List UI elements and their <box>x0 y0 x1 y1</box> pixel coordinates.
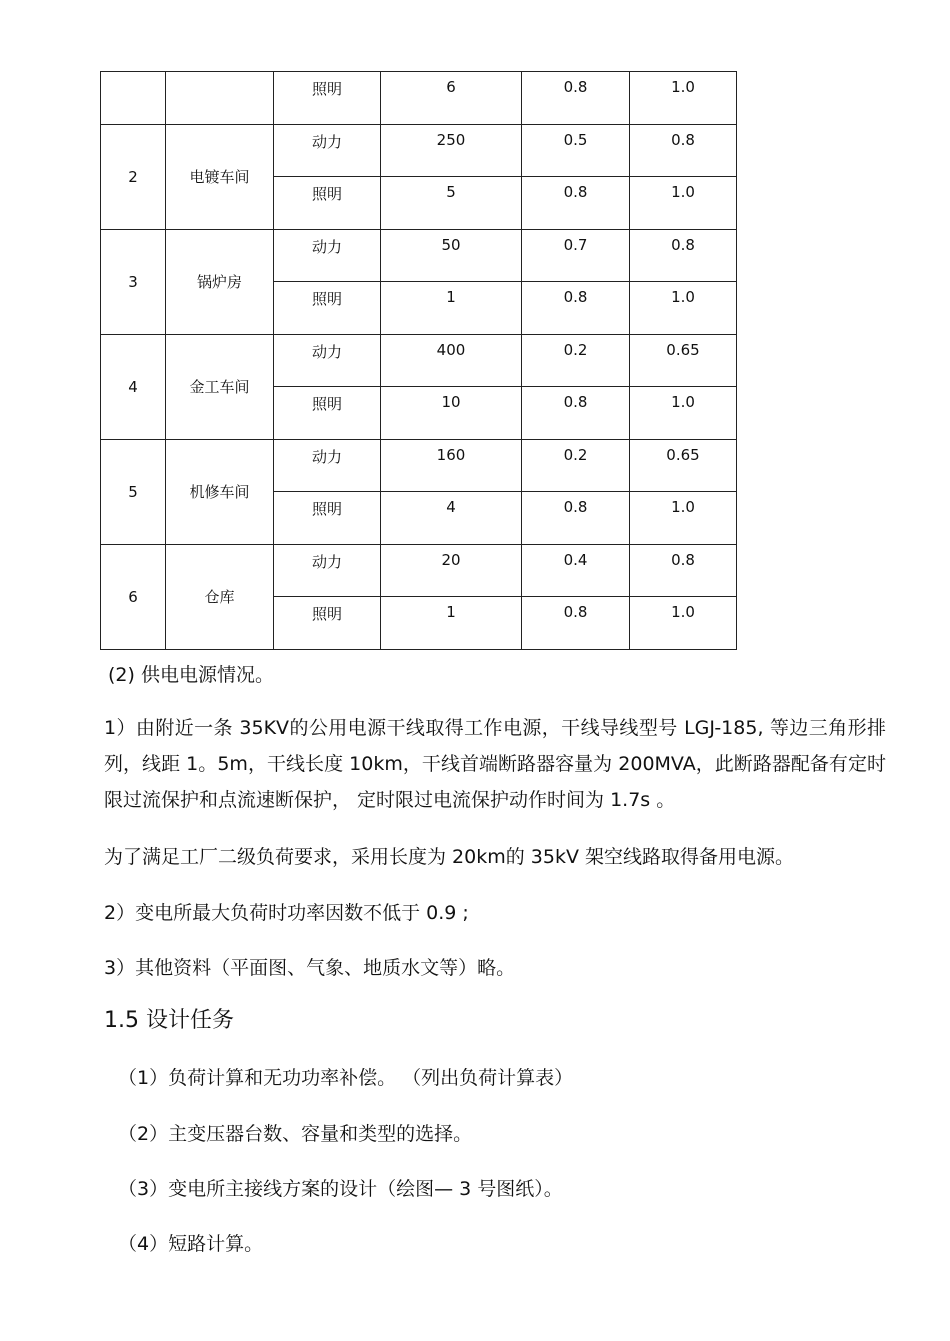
table-row <box>101 229 737 282</box>
cell-demand-coefficient: 0.8 <box>522 387 630 440</box>
cell-load-type: 动力 <box>274 334 381 387</box>
cell-load-type: 动力 <box>274 124 381 177</box>
cell-load-type: 照明 <box>274 387 381 440</box>
table-body <box>101 72 737 650</box>
table-row <box>101 544 737 597</box>
cell-load-type: 动力 <box>274 439 381 492</box>
cell-workshop-name: 金工车间 <box>166 334 274 439</box>
cell-power-factor: 1.0 <box>630 597 737 650</box>
cell-installed-capacity: 50 <box>381 229 522 282</box>
cell-workshop-number: 3 <box>101 229 166 334</box>
cell-power-factor: 1.0 <box>630 387 737 440</box>
cell-workshop-name: 锅炉房 <box>166 229 274 334</box>
cell-demand-coefficient: 0.8 <box>522 282 630 335</box>
task-item: （2）主变压器台数、容量和类型的选择。 <box>118 1123 473 1145</box>
cell-power-factor: 0.65 <box>630 334 737 387</box>
cell-workshop-number: 4 <box>101 334 166 439</box>
section-heading: 1.5 设计任务 <box>104 1008 234 1033</box>
cell-installed-capacity: 4 <box>381 492 522 545</box>
load-table <box>100 71 737 650</box>
cell-load-type: 照明 <box>274 597 381 650</box>
cell-workshop-name: 仓库 <box>166 544 274 649</box>
cell-workshop-name: 电镀车间 <box>166 124 274 229</box>
cell-load-type: 照明 <box>274 72 381 125</box>
cell-installed-capacity: 250 <box>381 124 522 177</box>
cell-installed-capacity: 160 <box>381 439 522 492</box>
cell-load-type: 照明 <box>274 177 381 230</box>
cell-power-factor: 0.65 <box>630 439 737 492</box>
cell-workshop-number: 2 <box>101 124 166 229</box>
cell-installed-capacity: 1 <box>381 597 522 650</box>
supply-paragraph-2: 为了满足工厂二级负荷要求，采用长度为 20km的 35kV 架空线路取得备用电源。 <box>104 846 794 868</box>
supply-paragraph-3: 2）变电所最大负荷时功率因数不低于 0.9 ; <box>104 902 469 924</box>
cell-power-factor: 1.0 <box>630 282 737 335</box>
table-row <box>101 124 737 177</box>
cell-workshop-name <box>166 72 274 125</box>
cell-installed-capacity: 1 <box>381 282 522 335</box>
table-row <box>101 72 737 125</box>
task-item: （3）变电所主接线方案的设计（绘图— 3 号图纸）。 <box>118 1178 563 1200</box>
cell-demand-coefficient: 0.7 <box>522 229 630 282</box>
cell-installed-capacity: 6 <box>381 72 522 125</box>
cell-power-factor: 1.0 <box>630 72 737 125</box>
cell-load-type: 动力 <box>274 544 381 597</box>
task-item: （4）短路计算。 <box>118 1233 264 1255</box>
supply-paragraph-4: 3）其他资料（平面图、气象、地质水文等）略。 <box>104 957 516 979</box>
cell-power-factor: 0.8 <box>630 229 737 282</box>
supply-heading: (2) 供电电源情况。 <box>108 664 274 686</box>
table-row <box>101 334 737 387</box>
cell-installed-capacity: 10 <box>381 387 522 440</box>
cell-installed-capacity: 400 <box>381 334 522 387</box>
cell-demand-coefficient: 0.2 <box>522 439 630 492</box>
cell-load-type: 动力 <box>274 229 381 282</box>
cell-power-factor: 0.8 <box>630 544 737 597</box>
cell-load-type: 照明 <box>274 282 381 335</box>
cell-power-factor: 1.0 <box>630 492 737 545</box>
cell-demand-coefficient: 0.2 <box>522 334 630 387</box>
cell-demand-coefficient: 0.8 <box>522 72 630 125</box>
cell-installed-capacity: 20 <box>381 544 522 597</box>
supply-paragraph-1: 1）由附近一条 35KV的公用电源干线取得工作电源，干线导线型号 LGJ-185, 等边三角形排列，线距 1。5m，干线长度 10km，干线首端断路器容量为 200MVA，此断路器配备有定时限过流保护和点流速断保护， 定时限过电流保护动作时间为 1.7s 。 <box>104 717 886 811</box>
task-item: （1）负荷计算和无功功率补偿。 （列出负荷计算表） <box>118 1067 574 1089</box>
cell-power-factor: 0.8 <box>630 124 737 177</box>
cell-workshop-name: 机修车间 <box>166 439 274 544</box>
cell-demand-coefficient: 0.8 <box>522 177 630 230</box>
cell-workshop-number: 6 <box>101 544 166 649</box>
cell-demand-coefficient: 0.5 <box>522 124 630 177</box>
cell-power-factor: 1.0 <box>630 177 737 230</box>
table-row <box>101 439 737 492</box>
cell-demand-coefficient: 0.8 <box>522 597 630 650</box>
cell-workshop-number: 5 <box>101 439 166 544</box>
cell-demand-coefficient: 0.4 <box>522 544 630 597</box>
cell-installed-capacity: 5 <box>381 177 522 230</box>
cell-workshop-number <box>101 72 166 125</box>
cell-load-type: 照明 <box>274 492 381 545</box>
cell-demand-coefficient: 0.8 <box>522 492 630 545</box>
